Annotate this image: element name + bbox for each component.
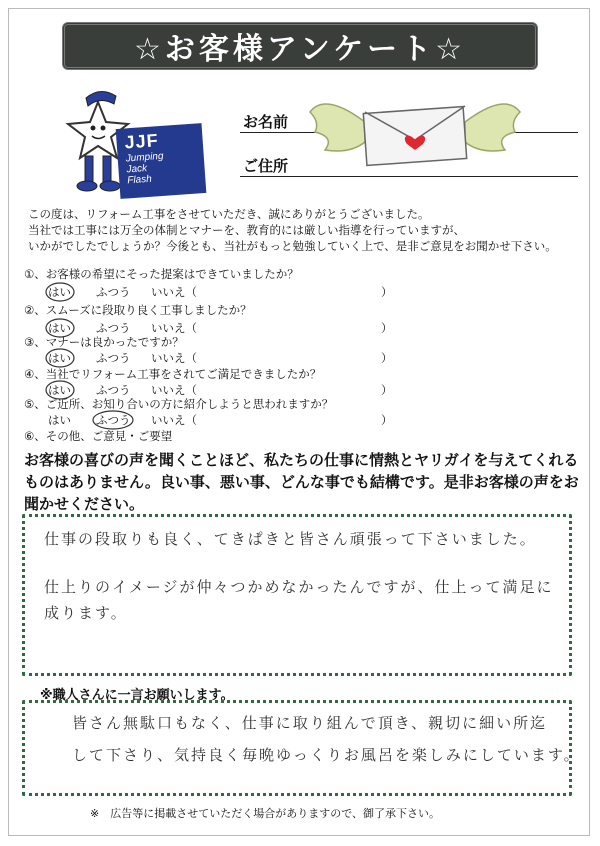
option-no[interactable]: いいえ（ xyxy=(151,351,197,365)
question-5: ⑤、ご近所、お知り合いの方に紹介しようと思われますか？ xyxy=(24,397,334,411)
option-no[interactable]: いいえ（ xyxy=(151,285,197,299)
circle-mark-icon xyxy=(46,283,74,301)
option-no[interactable]: いいえ（ xyxy=(151,383,197,397)
craftsman-line: 皆さん無駄口もなく、仕事に取り組んで頂き、親切に細い所迄 xyxy=(72,714,548,732)
logo-brand: JJF xyxy=(123,130,160,153)
option-no[interactable]: いいえ（ xyxy=(151,321,197,335)
request-paragraph: お客様の喜びの声を聞くことほど、私たちの仕事に情熱とヤリガイを与えてくれるものはありません。良い事、悪い事、どんな事でも結構です。是非お客様の声をお聞かせください。 xyxy=(24,451,579,513)
circle-mark-icon xyxy=(93,411,133,429)
option-close-paren: ） xyxy=(381,383,393,397)
craftsman-label: ※職人さんに一言お願いします。 xyxy=(40,688,234,703)
name-label: お名前 xyxy=(243,113,289,131)
circle-mark-icon xyxy=(46,349,74,367)
circle-mark-icon xyxy=(46,381,74,399)
intro-line: いかがでしたでしょうか？今後とも、当社がもっと勉強していく上で、是非ご意見をお聞かせ下さい。 xyxy=(28,239,557,253)
option-normal[interactable]: ふつう xyxy=(96,285,131,299)
circle-mark-icon xyxy=(46,319,74,337)
address-label: ご住所 xyxy=(243,157,289,175)
craftsman-line: して下さり、気持良く毎晩ゆっくりお風呂を楽しみにしています。 xyxy=(72,746,581,764)
option-normal[interactable]: ふつう xyxy=(96,321,131,335)
question-2: ②、スムーズに段取り良く工事しましたか？ xyxy=(24,303,252,317)
option-yes[interactable]: はい xyxy=(48,413,71,427)
option-normal[interactable]: ふつう xyxy=(96,413,131,427)
question-1: ①、お客様の希望にそった提案はできていましたか？ xyxy=(24,267,299,281)
option-yes[interactable]: はい xyxy=(48,285,71,299)
question-4: ④、当社でリフォーム工事をされてご満足できましたか？ xyxy=(24,367,322,381)
option-yes[interactable]: はい xyxy=(48,351,71,365)
option-close-paren: ） xyxy=(381,321,393,335)
option-yes[interactable]: はい xyxy=(48,321,71,335)
intro-line: 当社では工事には万全の体制とマナーを、教育的には厳しい指導を行っていますが、 xyxy=(28,223,465,237)
option-no[interactable]: いいえ（ xyxy=(151,413,197,427)
comment-line: 成ります。 xyxy=(44,604,128,622)
page-title: ☆お客様アンケート☆ xyxy=(62,22,538,70)
option-close-paren: ） xyxy=(381,285,393,299)
logo-subtitle-line: Jumping xyxy=(125,150,164,165)
option-normal[interactable]: ふつう xyxy=(96,351,131,365)
option-normal[interactable]: ふつう xyxy=(96,383,131,397)
question-6: ⑥、その他、ご意見・ご要望 xyxy=(24,429,173,443)
logo-subtitle-line: Jack xyxy=(126,163,148,176)
comment-line: 仕上りのイメージが仲々つかめなかったんですが、仕上って満足に xyxy=(44,578,554,596)
logo-subtitle-line: Flash xyxy=(126,173,153,187)
option-close-paren: ） xyxy=(381,413,393,427)
footer-note: ※ 広告等に掲載させていただく場合がありますので、御了承下さい。 xyxy=(90,807,440,820)
option-close-paren: ） xyxy=(381,351,393,365)
comment-line: 仕事の段取りも良く、てきぱきと皆さん頑張って下さいました。 xyxy=(44,530,537,548)
intro-line: この度は、リフォーム工事をさせていただき、誠にありがとうございました。 xyxy=(28,207,430,221)
option-yes[interactable]: はい xyxy=(48,383,71,397)
question-3: ③、マナーは良かったですか？ xyxy=(24,335,184,349)
